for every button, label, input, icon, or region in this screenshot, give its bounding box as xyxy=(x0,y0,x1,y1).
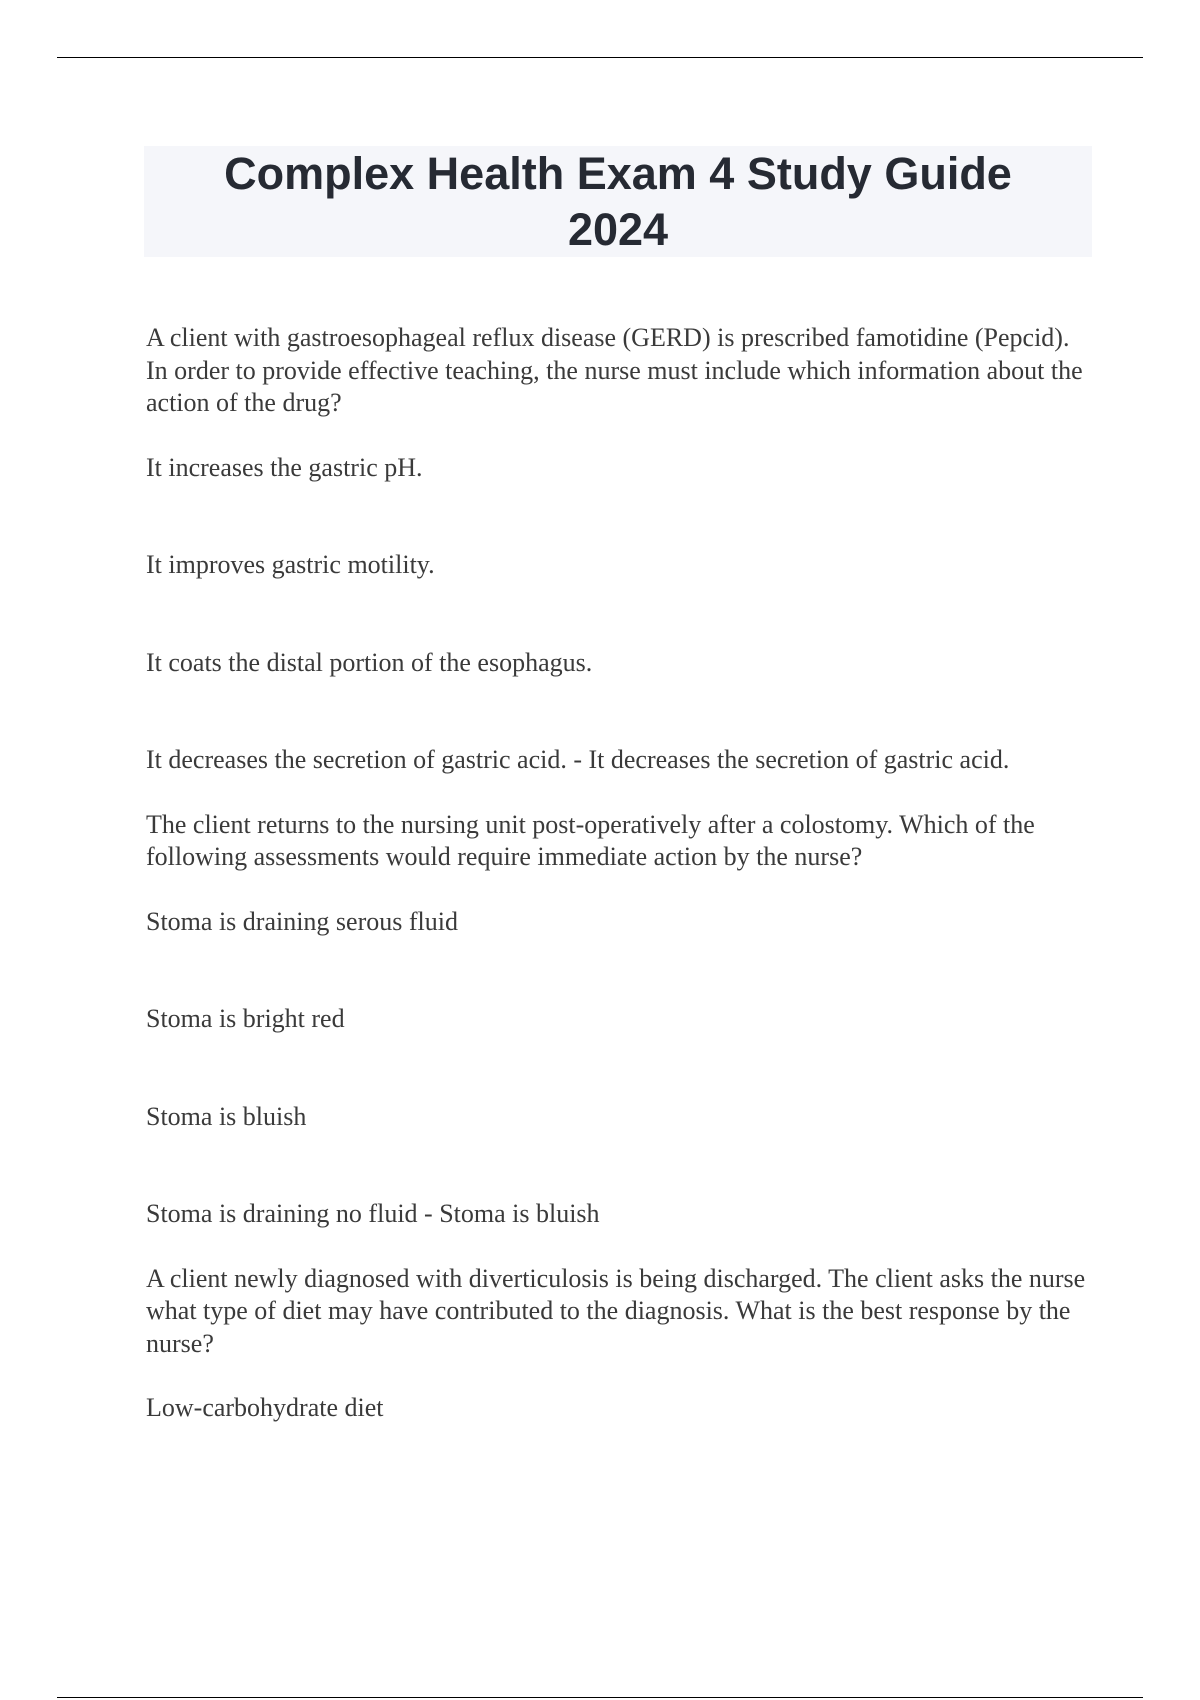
answer-option: It coats the distal portion of the esophagus. xyxy=(146,647,593,677)
study-guide-content xyxy=(146,322,1096,1490)
answer-option: It improves gastric motility. xyxy=(146,550,435,579)
answer-option: Low-carbohydrate diet xyxy=(146,1393,384,1422)
answer-option: It increases the gastric pH. xyxy=(146,452,423,482)
document-title: Complex Health Exam 4 Study Guide 2024 xyxy=(224,147,1012,255)
answer-option: Stoma is bluish xyxy=(146,1101,307,1131)
answer-option: Stoma is bright red xyxy=(146,1004,345,1033)
question-text: The client returns to the nursing unit post-operatively after a colostomy. Which of the following assessments would require immediate action by the nurse? xyxy=(146,809,1035,871)
question-text: A client with gastroesophageal reflux disease (GERD) is prescribed famotidine (Pepcid). In order to provide effective teaching, the nurse must include which information about the action of the drug? xyxy=(146,323,1083,417)
header-rule xyxy=(57,57,1143,58)
answer-option-with-key: It decreases the secretion of gastric acid. - It decreases the secretion of gastric acid. xyxy=(146,745,1010,774)
footer-rule xyxy=(57,1697,1143,1698)
title-banner xyxy=(144,146,1092,257)
question-text: A client newly diagnosed with diverticulosis is being discharged. The client asks the nurse what type of diet may have contributed to the diagnosis. What is the best response by the nurse? xyxy=(146,1263,1086,1358)
answer-option-with-key: Stoma is draining no fluid - Stoma is bluish xyxy=(146,1199,600,1228)
answer-option: Stoma is draining serous fluid xyxy=(146,906,458,936)
